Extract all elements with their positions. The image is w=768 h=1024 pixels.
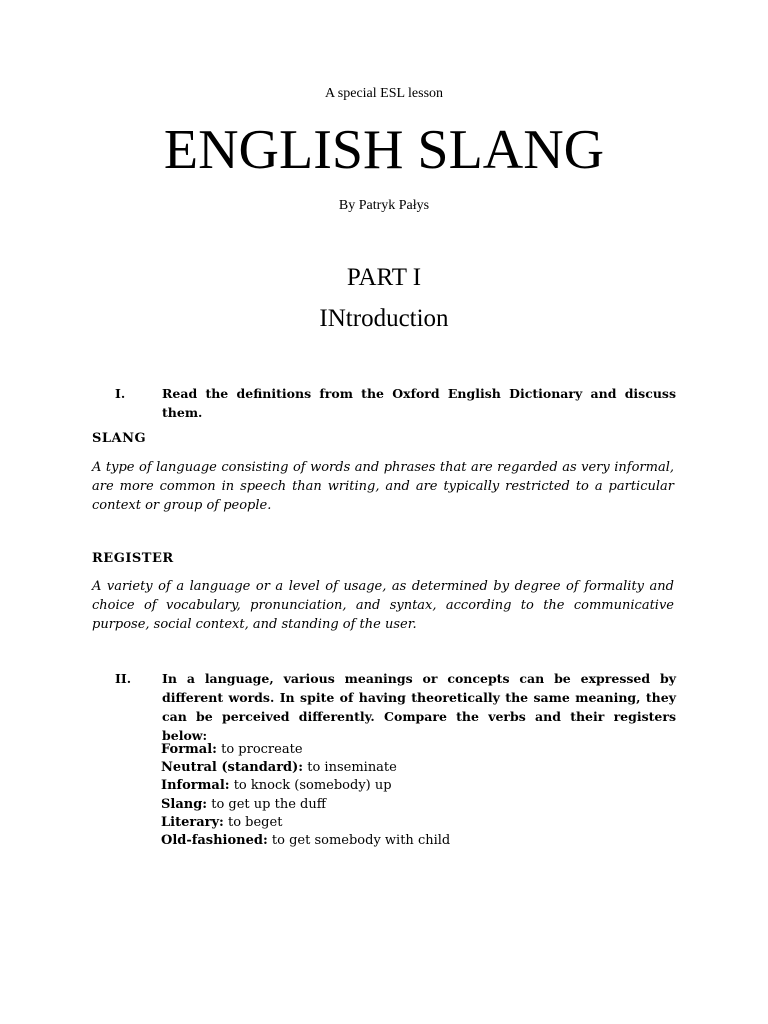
definition-term: SLANG	[92, 431, 147, 446]
task-item-1	[115, 384, 676, 420]
list-item	[161, 814, 661, 832]
verb-value: to beget	[227, 814, 283, 830]
register-label: Neutral (standard):	[161, 760, 304, 776]
list-item	[161, 832, 661, 850]
register-label: Informal:	[161, 778, 230, 794]
verb-value: to knock (somebody) up	[233, 778, 392, 794]
document-subtitle: A special ESL lesson	[324, 86, 444, 101]
verb-value: to procreate	[221, 742, 303, 757]
list-item	[161, 796, 661, 814]
task-instruction: Read the definitions from the Oxford English Dictionary and discuss them.	[162, 386, 676, 420]
part-subheading: INtroduction	[319, 305, 449, 332]
part-heading: PART I	[346, 264, 422, 291]
register-label: Literary:	[161, 814, 224, 830]
verb-value: to get somebody with child	[271, 833, 451, 849]
definition-term: REGISTER	[92, 551, 174, 566]
task-instruction: In a language, various meanings or concepts can be expressed by different words. In spite of having theoretically the same meaning, they can be perceived differently. Compare the verbs and their registers below:	[162, 671, 676, 743]
definition-text: A type of language consisting of words and phrases that are regarded as very informal, are more common in speech than writing, and are typically restricted to a particular context or group of people.	[92, 460, 674, 513]
register-label: Slang:	[161, 796, 208, 812]
author-byline: By Patryk Pałys	[338, 198, 430, 213]
list-item	[161, 741, 661, 759]
task-number: I.	[115, 386, 126, 401]
list-item	[161, 777, 661, 795]
register-label: Old-fashioned:	[161, 833, 268, 849]
register-label: Formal:	[161, 742, 217, 757]
task-number: II.	[115, 671, 132, 686]
task-item-2	[115, 669, 676, 743]
list-item	[161, 759, 661, 777]
document-title: ENGLISH SLANG	[163, 119, 605, 181]
definition-text: A variety of a language or a level of usage, as determined by degree of formality and choice of vocabulary, pronunciation, and syntax, according to the communicative purpose, social context, and standing of the user.	[92, 579, 674, 632]
verb-value: to inseminate	[307, 760, 397, 776]
verb-register-list	[161, 741, 661, 850]
verb-value: to get up the duff	[211, 796, 326, 812]
